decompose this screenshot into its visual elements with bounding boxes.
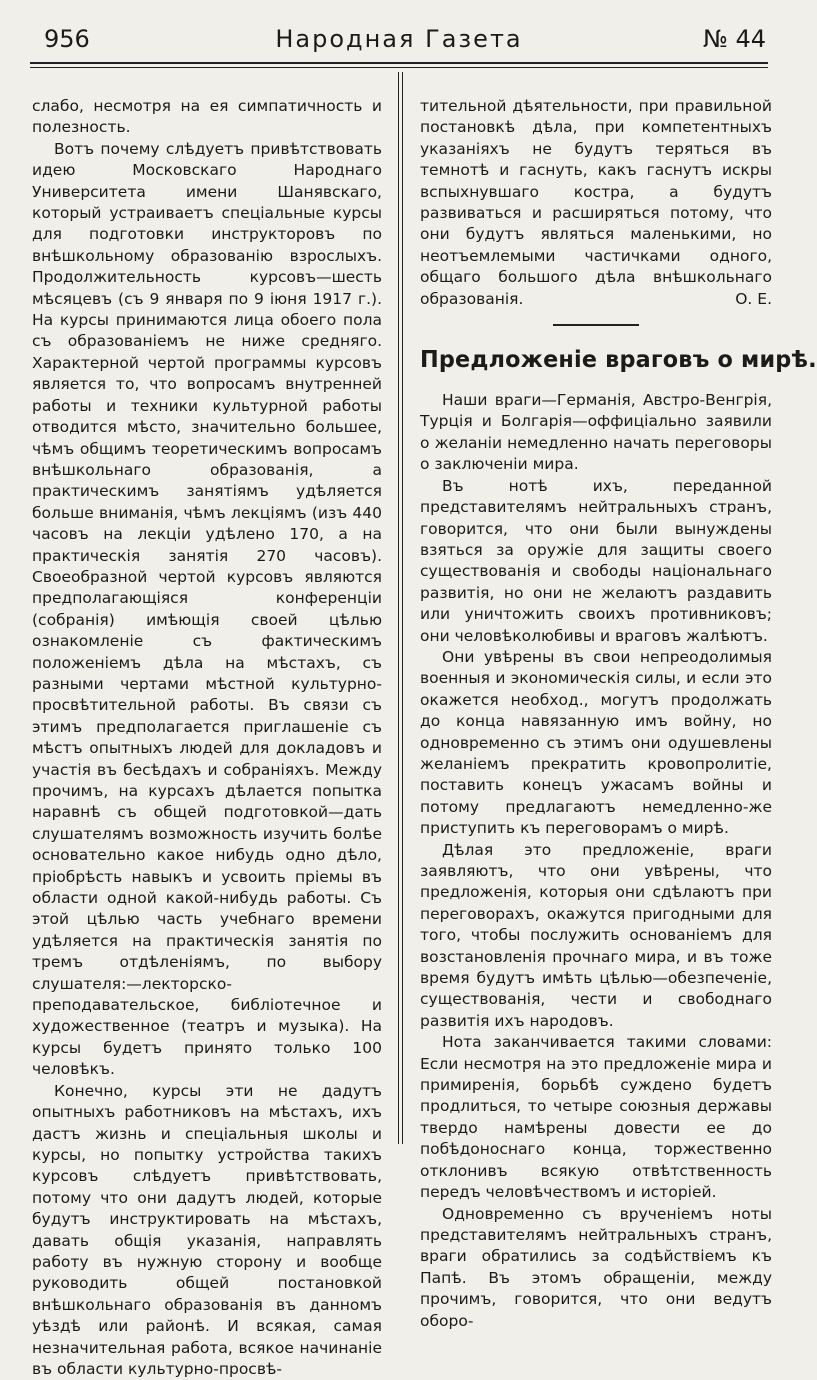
right-continuation-paragraph: [420, 96, 772, 310]
header-rule-thin: [30, 67, 768, 68]
author-signature: О. Е.: [735, 289, 772, 308]
newspaper-title: Народная Газета: [275, 25, 523, 53]
left-paragraph: слабо, несмотря на ея симпатичность и полезность.: [32, 97, 382, 137]
header-rule-thick: [30, 62, 768, 64]
article-paragraph: Наши враги—Германія, Австро-Венгрія, Турція и Болгарія—оффиціально заявили о желаніи немедленно начать переговоры о заключеніи мира.: [420, 391, 772, 474]
column-divider-left: [398, 72, 399, 1144]
page-header: [30, 24, 768, 58]
article-paragraph: Они увѣрены въ свои непреодолимыя военныя и экономическія силы, и если это окажется необход., могутъ продолжать до конца навязанную имъ войну, но одновременно съ этимъ они одушевлены желаніемъ прекратить кровопролитіе, поставить конецъ ужасамъ войны и потому предлагаютъ немедленно-же приступить къ переговорамъ о мирѣ.: [420, 647, 772, 838]
column-divider-right: [402, 72, 403, 1144]
article-paragraph: Дѣлая это предложеніе, враги заявляютъ, что они увѣрены, что предложенія, которыя они сдѣлаютъ при переговорахъ, окажутся пригодными для того, чтобы послужить основаніемъ для возстановленія прочнаго мира, и въ тоже время будутъ имѣть цѣлью—обезпеченіе, существованія, чести и свободнаго развитія ихъ народовъ.: [420, 840, 772, 1030]
right-column: [420, 96, 817, 1330]
left-paragraph: Вотъ почему слѣдуетъ привѣтствовать идею Московскаго Народнаго Университета имени Шанявскаго, который устраиваетъ спеціальные курсы для подготовки инструкторовъ по внѣшкольному образованію взрослыхъ. Продолжительность курсовъ—шесть мѣсяцевъ (съ 9 января по 9 іюня 1917 г.). На курсы принимаются лица обоего пола съ образованіемъ не ниже средняго. Характерной чертой программы курсовъ является то, что вопросамъ внутренней работы и техники культурной работы отводится мѣсто, значительно большее, чѣмъ общимъ теоретическимъ вопросамъ внѣшкольнаго образованія, а практическимъ занятіямъ удѣляется больше вниманія, чѣмъ лекціямъ (изъ 440 часовъ на лекціи удѣлено 170, а на практическія занятія 270 часовъ). Своеобразной чертой курсовъ являются предполагающіяся конференціи (собранія) имѣющія своей цѣлью ознакомленіе съ фактическимъ положеніемъ дѣла на мѣстахъ, съ разными чертами мѣстной культурно-просвѣтительной работы. Въ связи съ этимъ предполагается приглашеніе съ мѣстъ опытныхъ людей для докладовъ и участія въ бесѣдахъ и собраніяхъ. Между прочимъ, на курсахъ дѣлается попытка наравнѣ съ общей подготовкой—дать слушателямъ возможность изучить болѣе основательно какое нибудь одно дѣло, пріобрѣсть навыкъ и усвоить пріемы въ области одной какой-нибудь работы. Съ этой цѣлью часть учебнаго времени удѣляется на практическія занятія по тремъ отдѣленіямъ, по выбору слушателя:—лекторско-преподавательское, библіотечное и художественное (театръ и музыка). На курсы будетъ принято только 100 человѣкъ.: [32, 139, 382, 1079]
article-paragraph: Одновременно съ врученіемъ ноты представителямъ нейтральныхъ странъ, враги обратились за содѣйствіемъ къ Папѣ. Въ этомъ обращеніи, между прочимъ, говорится, что они ведутъ оборо-: [420, 1204, 772, 1330]
issue-number: № 44: [702, 25, 766, 53]
article-title: Предложеніе враговъ о мирѣ.: [420, 345, 817, 374]
left-column: [32, 96, 382, 1378]
page-number: 956: [44, 25, 90, 53]
continuation-text: тительной дѣятельности, при правильной постановкѣ дѣла, при компетентныхъ указаніяхъ не будутъ теряться въ темнотѣ и гаснуть, какъ гаснутъ искры вспыхнувшаго костра, а будутъ развиваться и расширяться потому, что они будутъ являться маленькими, но неотъемлемыми частичками одного, общаго большого дѣла внѣшкольнаго образованія.: [420, 97, 772, 308]
article-separator: [553, 324, 639, 326]
article-paragraph: Нота заканчивается такими словами: Если несмотря на это предложеніе мира и примиренія, борьбѣ суждено будетъ продлиться, то четыре союзныя державы твердо намѣрены довести ее до побѣдоноснаго конца, торжественно отклонивъ всякую отвѣтственность передъ человѣчествомъ и исторіей.: [420, 1033, 772, 1202]
left-paragraph: Конечно, курсы эти не дадутъ опытныхъ работниковъ на мѣстахъ, ихъ дастъ жизнь и спеціальныя школы и курсы, но попытку устройства такихъ курсовъ слѣдуетъ привѣтствовать, потому что они дадутъ людей, которые будутъ инструктировать на мѣстахъ, давать общія указанія, направлять работу въ нужную сторону и вообще руководить общей постановкой внѣшкольнаго образованія въ данномъ уѣздѣ или районѣ. И всякая, самая незначительная работа, всякое начинаніе въ области культурно-просвѣ-: [32, 1081, 382, 1378]
article-paragraph: Въ нотѣ ихъ, переданной представителямъ нейтральныхъ странъ, говорится, что они были вынуждены взяться за оружіе для защиты своего существованія и свободы національнаго развитія, но они не желаютъ раздавить или уничтожить своихъ противниковъ; они человѣколюбивы и враговъ жалѣютъ.: [420, 476, 772, 645]
